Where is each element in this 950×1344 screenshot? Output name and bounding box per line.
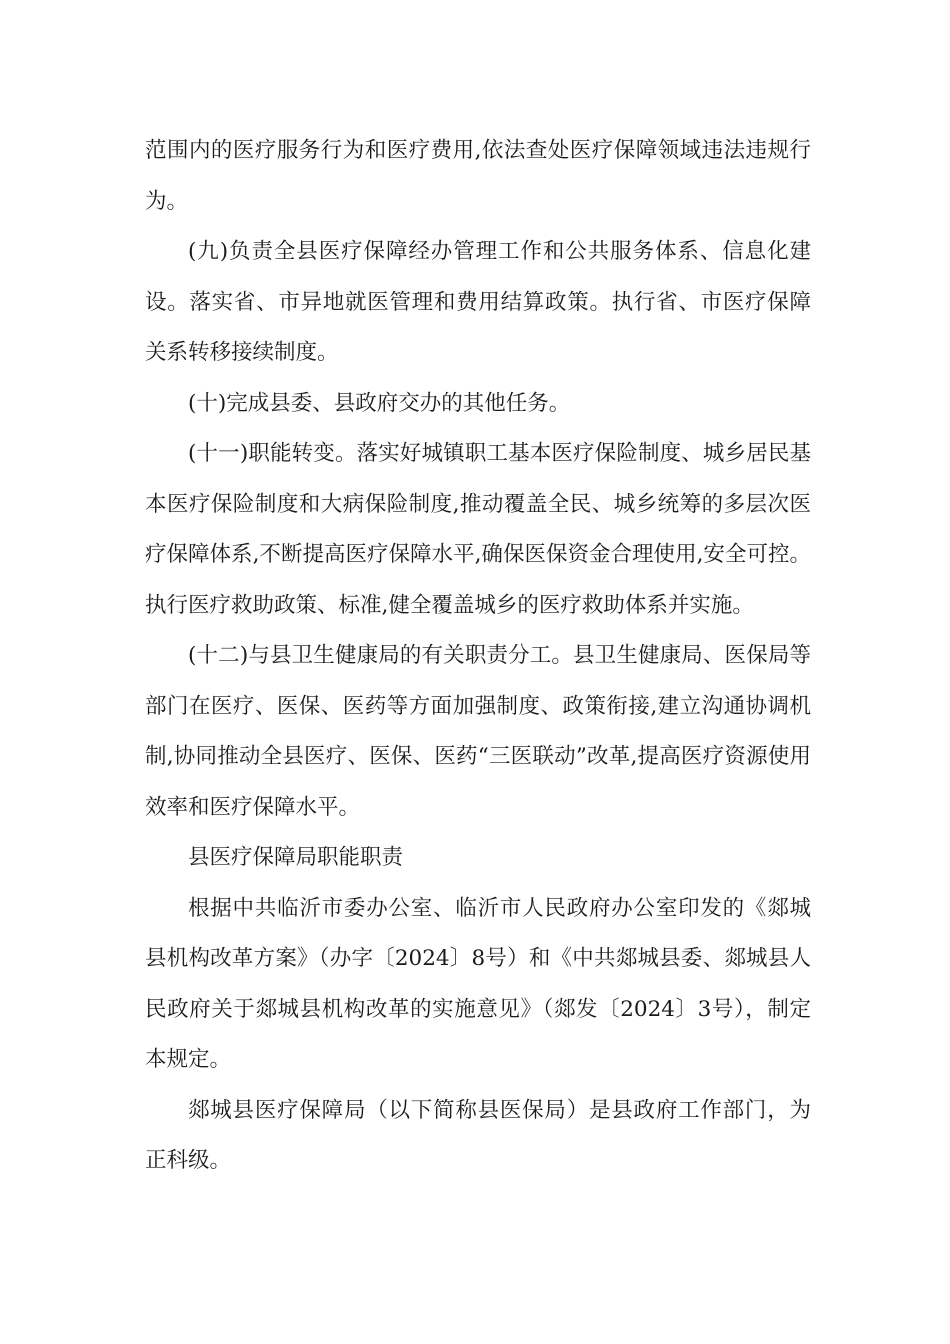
section-heading: 县医疗保障局职能职责 bbox=[188, 845, 404, 870]
paragraph-item-10: (十)完成县委、县政府交办的其他任务。 bbox=[188, 390, 571, 416]
paragraph-basis: 根据中共临沂市委办公室、临沂市人民政府办公室印发的《郯城县机构改革方案》（办字〔2024〕8号）和《中共郯城县委、郯城县人民政府关于郯城县机构改革的实施意见》（郯发〔2024〕3号），制定本规定。 bbox=[145, 895, 811, 1072]
document-body bbox=[145, 126, 811, 1187]
paragraph-item-9: (九)负责全县医疗保障经办管理工作和公共服务体系、信息化建设。落实省、市异地就医管理和费用结算政策。执行省、市医疗保障关系转移接续制度。 bbox=[145, 239, 811, 365]
paragraph-definition: 郯城县医疗保障局（以下简称县医保局）是县政府工作部门，为正科级。 bbox=[145, 1097, 811, 1173]
paragraph-item-11: (十一)职能转变。落实好城镇职工基本医疗保险制度、城乡居民基本医疗保险制度和大病保险制度,推动覆盖全民、城乡统筹的多层次医疗保障体系,不断提高医疗保障水平,确保医保资金合理使用,安全可控。执行医疗救助政策、标准,健全覆盖城乡的医疗救助体系并实施。 bbox=[145, 441, 811, 618]
paragraph-item-12: (十二)与县卫生健康局的有关职责分工。县卫生健康局、医保局等部门在医疗、医保、医药等方面加强制度、政策衔接,建立沟通协调机制,协同推动全县医疗、医保、医药“三医联动”改革,提高医疗资源使用效率和医疗保障水平。 bbox=[145, 643, 811, 820]
paragraph-continuation: 范围内的医疗服务行为和医疗费用,依法查处医疗保障领域违法违规行为。 bbox=[145, 138, 811, 214]
